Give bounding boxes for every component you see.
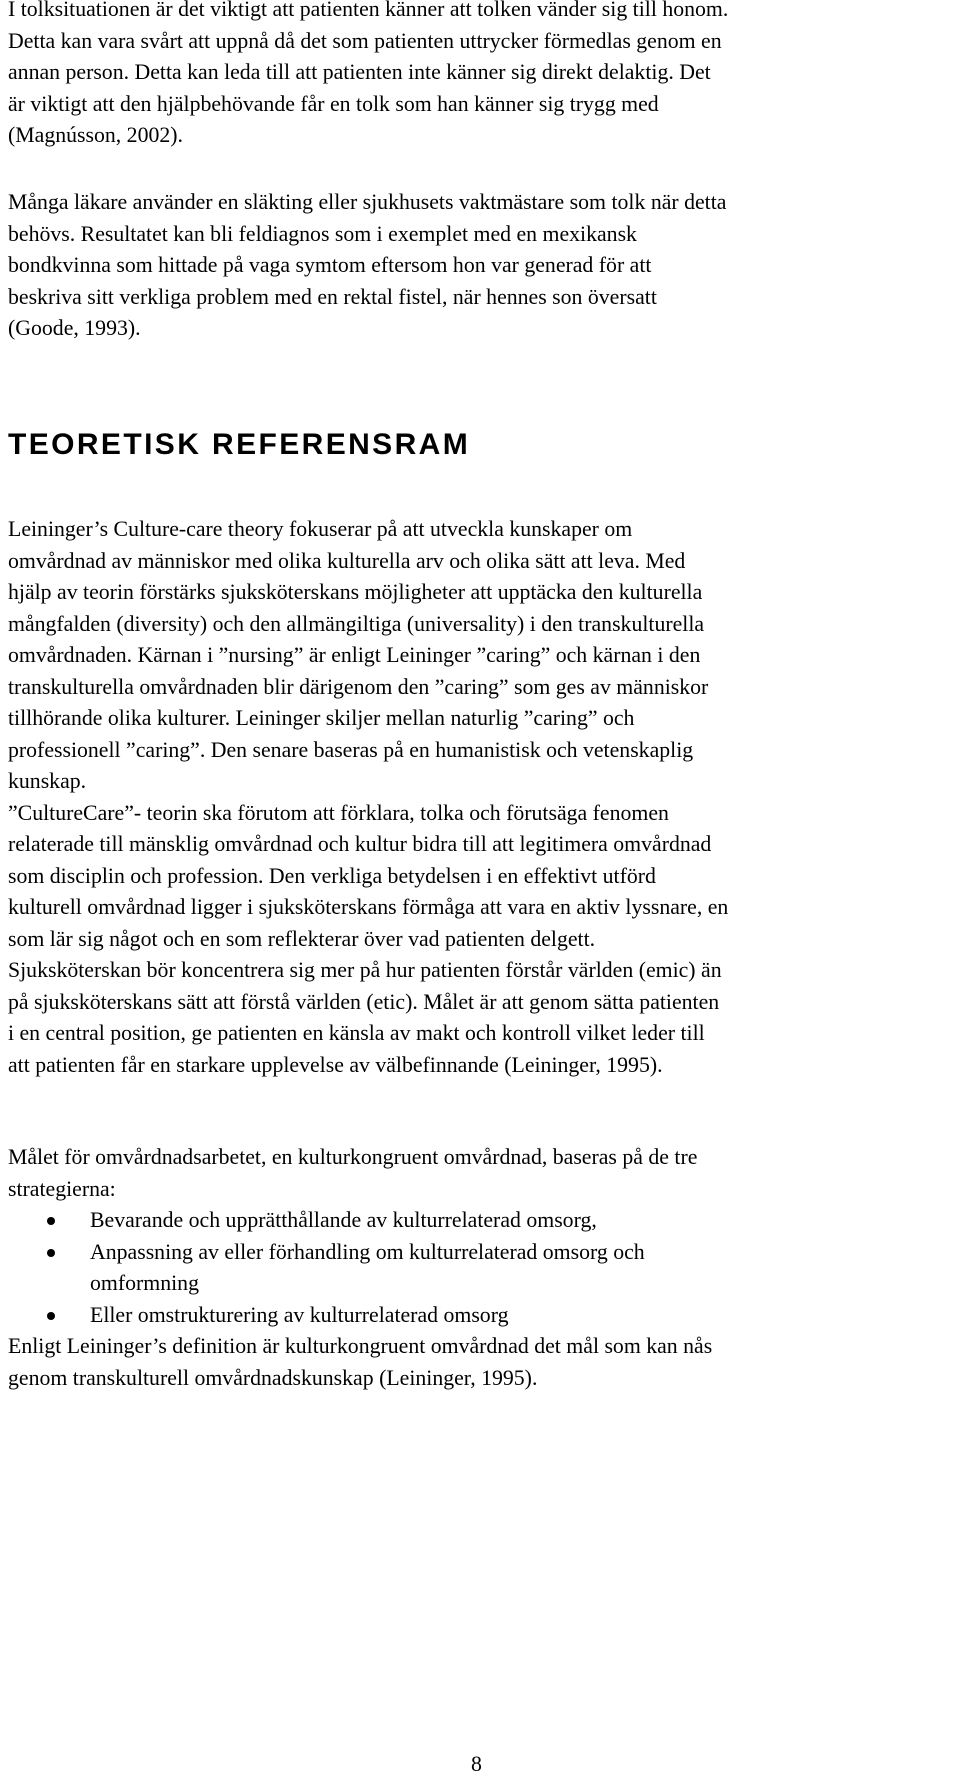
strategies-list	[8, 1205, 960, 1331]
paragraph-line: är viktigt att den hjälpbehövande får en tolk som han känner sig trygg med	[8, 91, 659, 116]
paragraph-line: som lär sig något och en som reflekterar över vad patienten delgett.	[8, 926, 596, 951]
paragraph-line: Leininger’s Culture-care theory fokuserar på att utveckla kunskaper om	[8, 517, 633, 541]
paragraph-line: på sjuksköterskans sätt att förstå världen (etic). Målet är att genom sätta patienten	[8, 989, 720, 1014]
paragraph-line: professionell ”caring”. Den senare baseras på en humanistisk och vetenskaplig	[8, 737, 694, 762]
paragraph-line: Sjuksköterskan bör koncentrera sig mer på hur patienten förstår världen (emic) än	[8, 958, 722, 982]
paragraph-line: behövs. Resultatet kan bli feldiagnos som i exemplet med en mexikansk	[8, 221, 637, 246]
list-item	[8, 1205, 960, 1237]
paragraph-line: Många läkare använder en släkting eller sjukhusets vaktmästare som tolk när detta	[8, 190, 727, 214]
paragraph-line: kunskap.	[8, 769, 87, 793]
paragraph-line: Enligt Leininger’s definition är kulturkongruent omvårdnad det mål som kan nås	[8, 1334, 713, 1358]
lakare-paragraph	[8, 187, 960, 345]
list-item-text: Bevarande och upprätthållande av kulturrelaterad omsorg,	[90, 1208, 597, 1232]
bullet-icon	[47, 1249, 55, 1257]
section-heading: TEORETISK REFERENSRAM	[8, 428, 471, 461]
paragraph-line: omvårdnaden. Kärnan i ”nursing” är enligt Leininger ”caring” och kärnan i den	[8, 643, 701, 667]
enligt-paragraph	[8, 1331, 960, 1394]
paragraph-line: mångfalden (diversity) och den allmängiltiga (universality) i den transkulturella	[8, 611, 705, 636]
paragraph-line: som disciplin och profession. Den verkliga betydelsen i en effektivt utförd	[8, 863, 656, 888]
paragraph-line: Detta kan vara svårt att uppnå då det som patienten uttrycker förmedlas genom en	[8, 28, 722, 53]
bullet-icon	[47, 1312, 55, 1320]
paragraph-line: Målet för omvårdnadsarbetet, en kulturkongruent omvårdnad, baseras på de tre	[8, 1145, 698, 1169]
paragraph-line: (Magnússon, 2002).	[8, 123, 183, 147]
paragraph-line: omvårdnad av människor med olika kulturella arv och olika sätt att leva. Med	[8, 548, 686, 573]
list-item-text: Anpassning av eller förhandling om kulturrelaterad omsorg och	[90, 1239, 645, 1264]
list-item-text: omformning	[90, 1271, 199, 1295]
paragraph-line: kulturell omvårdnad ligger i sjuksköterskans förmåga att vara en aktiv lyssnare, en	[8, 895, 729, 919]
bullet-icon	[47, 1217, 55, 1225]
malet-paragraph	[8, 1142, 960, 1205]
list-item	[8, 1237, 960, 1300]
paragraph-line: hjälp av teorin förstärks sjuksköterskans möjligheter att upptäcka den kulturella	[8, 580, 703, 604]
paragraph-line: genom transkulturell omvårdnadskunskap (Leininger, 1995).	[8, 1365, 538, 1390]
paragraph-line: relaterade till mänsklig omvårdnad och kultur bidra till att legitimera omvårdnad	[8, 832, 712, 856]
paragraph-line: i en central position, ge patienten en känsla av makt och kontroll vilket leder till	[8, 1021, 705, 1045]
paragraph-line: ”CultureCare”- teorin ska förutom att förklara, tolka och förutsäga fenomen	[8, 800, 669, 825]
list-item-text: Eller omstrukturering av kulturrelaterad omsorg	[90, 1302, 509, 1327]
paragraph-line: (Goode, 1993).	[8, 316, 141, 340]
paragraph-line: transkulturella omvårdnaden blir därigenom den ”caring” som ges av människor	[8, 674, 709, 699]
paragraph-line: beskriva sitt verkliga problem med en rektal fistel, när hennes son översatt	[8, 284, 657, 309]
paragraph-line: annan person. Detta kan leda till att patienten inte känner sig direkt delaktig. Det	[8, 60, 711, 84]
page-number: 8	[471, 1752, 482, 1776]
paragraph-line: att patienten får en starkare upplevelse av välbefinnande (Leininger, 1995).	[8, 1052, 663, 1077]
paragraph-line: tillhörande olika kulturer. Leininger skiljer mellan naturlig ”caring” och	[8, 706, 635, 730]
leininger-paragraph	[8, 514, 960, 1081]
list-item	[8, 1300, 960, 1332]
intro-paragraph	[8, 0, 960, 152]
paragraph-line: I tolksituationen är det viktigt att patienten känner att tolken vänder sig till honom.	[8, 0, 729, 21]
paragraph-line: strategierna:	[8, 1176, 116, 1201]
paragraph-line: bondkvinna som hittade på vaga symtom eftersom hon var generad för att	[8, 253, 652, 277]
